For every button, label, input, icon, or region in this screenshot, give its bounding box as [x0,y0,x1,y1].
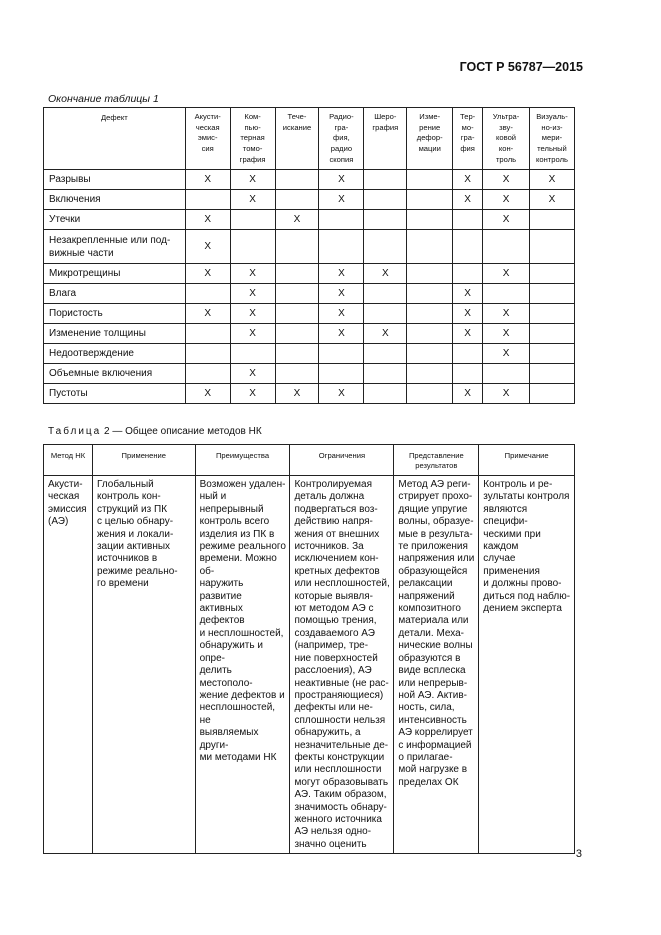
mark-cell [407,364,453,384]
column-header-method: Тече- искание [275,108,319,170]
table-cell: Контролируемая деталь должна подвергаться воз- действию напря- жения от внешних источников. За исключением кон- кретных дефектов или несплошностей, которые выявля- ют методом АЭ с помощью трения, создаваемого АЭ (например, тре- ние поверхностей расслоения), АЭ неактивные (не рас- пространяющиеся) дефекты или не- сплошности нельзя обнаружить, а незначительные де- фекты конструкции или несплошности могут образовывать АЭ. Таким образом, значимость обнару- женного источника АЭ нельзя одно- значно оценить [290,476,394,854]
mark-cell [319,344,364,364]
mark-cell: X [275,384,319,404]
defects-methods-table [43,107,575,404]
mark-cell: X [483,344,530,364]
mark-cell [185,190,230,210]
mark-cell [275,190,319,210]
table-cell: Акусти- ческая эмиссия (АЭ) [44,476,93,854]
mark-cell [364,284,407,304]
defect-cell: Разрывы [44,170,186,190]
defect-cell: Пустоты [44,384,186,404]
mark-cell [453,364,483,384]
mark-cell: X [185,384,230,404]
mark-cell: X [185,264,230,284]
mark-cell [407,170,453,190]
table-row [44,170,575,190]
mark-cell: X [319,190,364,210]
mark-cell [529,284,574,304]
mark-cell [185,344,230,364]
defect-cell: Влага [44,284,186,304]
defect-cell: Недоотверждение [44,344,186,364]
mark-cell: X [230,170,275,190]
ndt-methods-table [43,444,575,854]
mark-cell [275,284,319,304]
mark-cell [407,304,453,324]
mark-cell [275,344,319,364]
column-header: Преимущества [195,445,290,476]
mark-cell [185,284,230,304]
mark-cell: X [319,304,364,324]
mark-cell [364,304,407,324]
mark-cell [319,230,364,264]
mark-cell: X [483,170,530,190]
mark-cell [407,324,453,344]
table2-caption: Таблица 2 — Общее описание методов НК [48,426,262,437]
table-row [44,344,575,364]
mark-cell: X [364,264,407,284]
table-row [44,304,575,324]
mark-cell [483,364,530,384]
mark-cell [364,344,407,364]
mark-cell: X [185,304,230,324]
mark-cell [364,210,407,230]
mark-cell: X [230,384,275,404]
mark-cell [319,364,364,384]
mark-cell: X [453,324,483,344]
mark-cell [529,384,574,404]
defect-cell: Незакрепленные или под- вижные части [44,230,186,264]
mark-cell: X [483,324,530,344]
mark-cell [230,230,275,264]
mark-cell: X [483,384,530,404]
mark-cell: X [453,284,483,304]
mark-cell: X [230,284,275,304]
table-row [44,284,575,304]
mark-cell [407,210,453,230]
column-header-method: Визуаль- но-из- мери- тельный контроль [529,108,574,170]
mark-cell: X [483,264,530,284]
mark-cell [407,264,453,284]
mark-cell [407,284,453,304]
mark-cell [230,210,275,230]
mark-cell: X [364,324,407,344]
column-header-method: Изме- рение дефор- мации [407,108,453,170]
mark-cell [529,364,574,384]
mark-cell: X [319,264,364,284]
mark-cell [275,230,319,264]
column-header-method: Тер- мо- гра- фия [453,108,483,170]
mark-cell: X [319,284,364,304]
table-row [44,190,575,210]
mark-cell [453,230,483,264]
table-row [44,210,575,230]
column-header: Применение [92,445,195,476]
table-row [44,364,575,384]
mark-cell [529,210,574,230]
mark-cell: X [483,210,530,230]
mark-cell [529,324,574,344]
mark-cell: X [453,170,483,190]
mark-cell [407,190,453,210]
mark-cell [275,170,319,190]
mark-cell [364,170,407,190]
mark-cell [275,264,319,284]
standard-number: ГОСТ Р 56787—2015 [459,60,583,74]
mark-cell [453,264,483,284]
mark-cell [407,384,453,404]
mark-cell [364,230,407,264]
defect-cell: Объемные включения [44,364,186,384]
column-header: Ограничения [290,445,394,476]
column-header-method: Радио- гра- фия, радио скопия [319,108,364,170]
mark-cell [453,210,483,230]
mark-cell [483,230,530,264]
mark-cell [230,344,275,364]
table-row [44,476,575,854]
defect-cell: Пористость [44,304,186,324]
mark-cell: X [230,364,275,384]
mark-cell [319,210,364,230]
mark-cell [275,364,319,384]
table-cell: Глобальный контроль кон- струкций из ПК с целью обнару- жения и локали- зации активных источников в режиме реально- го времени [92,476,195,854]
table-row [44,384,575,404]
mark-cell: X [319,170,364,190]
mark-cell: X [483,304,530,324]
mark-cell [483,284,530,304]
mark-cell [364,190,407,210]
defect-cell: Изменение толщины [44,324,186,344]
column-header-method: Акусти- ческая эмис- сия [185,108,230,170]
table-cell: Метод АЭ реги- стрирует прохо- дящие упругие волны, образуе- мые в результа- те приложения напряжения или образующейся релаксации напряжений композитного материала или детали. Меха- нические волны образуются в виде всплеска или непрерыв- ной АЭ. Актив- ность, сила, интенсивность АЭ коррелирует с информацией о прилагае- мой нагрузке в пределах ОК [394,476,479,854]
page-number: 3 [575,848,582,860]
mark-cell: X [185,170,230,190]
column-header-method: Ультра- зву- ковой кон- троль [483,108,530,170]
mark-cell [185,364,230,384]
table-row [44,324,575,344]
mark-cell: X [275,210,319,230]
column-header: Представление результатов [394,445,479,476]
mark-cell: X [230,324,275,344]
mark-cell [275,324,319,344]
table2-header-row [44,445,575,476]
mark-cell [275,304,319,324]
mark-cell: X [230,264,275,284]
column-header: Примечание [479,445,575,476]
mark-cell [407,344,453,364]
mark-cell [529,344,574,364]
defect-cell: Включения [44,190,186,210]
table-cell: Контроль и ре- зультаты контроля являются специфи- ческими при каждом случае применения и должны прово- диться под наблю- дением эксперта [479,476,575,854]
table1-caption: Окончание таблицы 1 [48,93,159,105]
mark-cell: X [319,384,364,404]
mark-cell: X [230,304,275,324]
mark-cell: X [453,190,483,210]
mark-cell: X [529,170,574,190]
mark-cell [529,264,574,284]
mark-cell [529,230,574,264]
mark-cell: X [185,230,230,264]
mark-cell [453,344,483,364]
table-cell: Возможен удален- ный и непрерывный контроль всего изделия из ПК в режиме реального времени. Можно об- наружить развитие активных дефектов и несплошностей, обнаружить и опре- делить местополо- жение дефектов и несплошностей, не выявляемых други- ми методами НК [195,476,290,854]
mark-cell: X [319,324,364,344]
mark-cell: X [529,190,574,210]
mark-cell [185,324,230,344]
table-row [44,264,575,284]
column-header: Метод НК [44,445,93,476]
defect-cell: Микротрещины [44,264,186,284]
table-row [44,230,575,264]
mark-cell [364,384,407,404]
mark-cell [364,364,407,384]
mark-cell: X [453,384,483,404]
mark-cell: X [483,190,530,210]
column-header-method: Ком- пью- терная томо- графия [230,108,275,170]
mark-cell [529,304,574,324]
defect-cell: Утечки [44,210,186,230]
mark-cell: X [453,304,483,324]
mark-cell [407,230,453,264]
column-header-defect: Дефект [44,108,186,170]
mark-cell: X [230,190,275,210]
column-header-method: Шеро- графия [364,108,407,170]
table1-header-row [44,108,575,170]
mark-cell: X [185,210,230,230]
